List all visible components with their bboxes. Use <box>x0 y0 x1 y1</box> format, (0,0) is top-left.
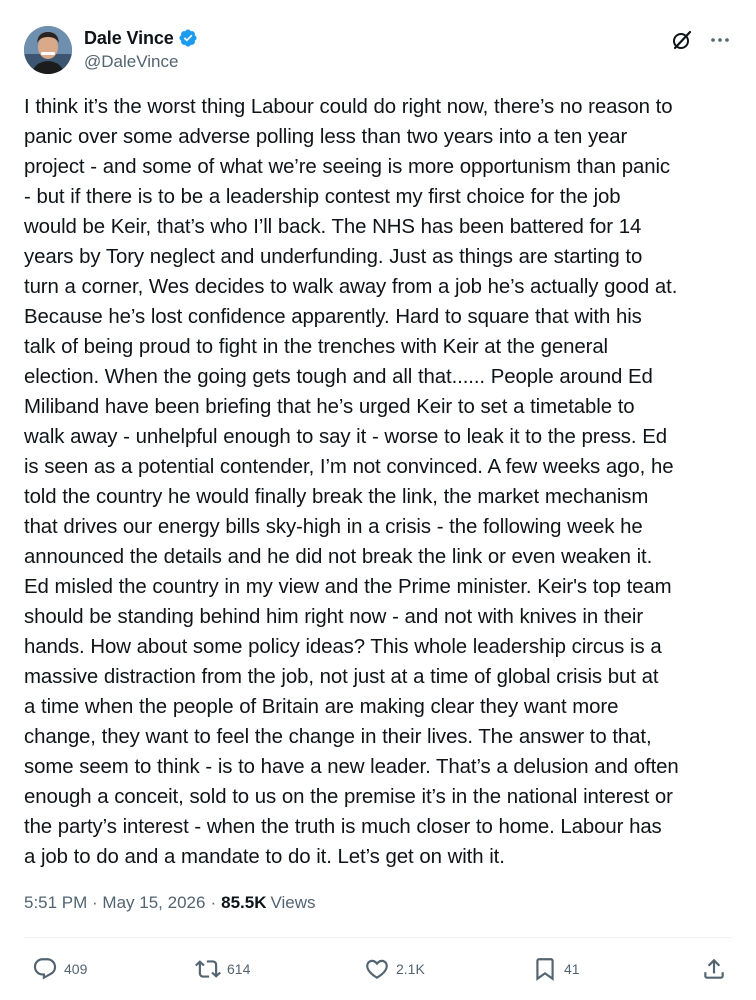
tweet-text-line: would be Keir, that’s who I’ll back. The NHS has been battered for 14 <box>24 216 642 238</box>
grok-icon[interactable] <box>670 28 694 52</box>
tweet-text-line: talk of being proud to fight in the trenches with Keir at the general <box>24 336 608 358</box>
reply-icon <box>32 956 58 982</box>
tweet-text-line: some seem to think - is to have a new leader. That’s a delusion and often <box>24 756 679 778</box>
retweet-button[interactable] <box>195 952 250 986</box>
handle[interactable]: @DaleVince <box>84 52 179 71</box>
bookmark-button[interactable] <box>532 952 580 986</box>
header-actions <box>670 28 732 52</box>
tweet-text-line: turn a corner, Wes decides to walk away from a job he’s actually good at. <box>24 276 678 298</box>
tweet-text-line: that drives our energy bills sky-high in a crisis - the following week he <box>24 516 643 538</box>
tweet-text-line: massive distraction from the job, not just at a time of global crisis but at <box>24 666 659 688</box>
tweet-text-line: the party’s interest - when the truth is much closer to home. Labour has <box>24 816 662 838</box>
tweet-text-line: change, they want to feel the change in their lives. The answer to that, <box>24 726 652 748</box>
bookmark-icon <box>532 956 558 982</box>
tweet-meta <box>24 893 316 913</box>
tweet-text-line: told the country he would finally break the link, the market mechanism <box>24 486 649 508</box>
retweet-icon <box>195 956 221 982</box>
tweet-text-line: I think it’s the worst thing Labour could do right now, there’s no reason to <box>24 96 673 118</box>
verified-badge-icon <box>178 28 198 48</box>
retweet-count: 614 <box>227 961 251 977</box>
share-button[interactable] <box>701 952 727 986</box>
views-label: Views <box>270 893 316 912</box>
tweet-text-line: announced the details and he did not break the link or even weaken it. <box>24 546 653 568</box>
like-count: 2.1K <box>396 961 425 977</box>
tweet-text-line: hands. How about some policy ideas? This whole leadership circus is a <box>24 636 662 658</box>
meta-separator: · <box>210 893 217 912</box>
avatar[interactable] <box>24 26 72 74</box>
views-count: 85.5K <box>221 893 267 912</box>
timestamp[interactable]: 5:51 PM · May 15, 2026 <box>24 893 206 912</box>
tweet-text-line: walk away - unhelpful enough to say it - worse to leak it to the press. Ed <box>24 426 667 448</box>
tweet-text-line: enough a conceit, sold to us on the premise it’s in the national interest or <box>24 786 673 808</box>
tweet-text-line: a time when the people of Britain are making clear they want more <box>24 696 619 718</box>
action-bar <box>24 952 732 986</box>
share-icon <box>701 956 727 982</box>
heart-icon <box>364 956 390 982</box>
tweet-text-line: panic over some adverse polling less than two years into a ten year <box>24 126 628 148</box>
tweet-text-line: should be standing behind him right now - and not with knives in their <box>24 606 644 628</box>
author-info <box>84 27 198 72</box>
tweet-text-line: Because he’s lost confidence apparently. Hard to square that with his <box>24 306 642 328</box>
divider <box>24 937 732 938</box>
reply-button[interactable] <box>32 952 87 986</box>
tweet-text-line: - but if there is to be a leadership contest my first choice for the job <box>24 186 621 208</box>
more-icon[interactable] <box>708 28 732 52</box>
like-button[interactable] <box>364 952 425 986</box>
tweet-text <box>24 92 736 872</box>
tweet-text-line: is seen as a potential contender, I’m not convinced. A few weeks ago, he <box>24 456 674 478</box>
tweet-text-line: Miliband have been briefing that he’s urged Keir to set a timetable to <box>24 396 635 418</box>
tweet-text-line: years by Tory neglect and underfunding. Just as things are starting to <box>24 246 643 268</box>
tweet-text-line: Ed misled the country in my view and the Prime minister. Keir's top team <box>24 576 672 598</box>
bookmark-count: 41 <box>564 961 580 977</box>
tweet-text-line: a job to do and a mandate to do it. Let’s get on with it. <box>24 846 505 868</box>
reply-count: 409 <box>64 961 88 977</box>
tweet-text-line: election. When the going gets tough and all that...... People around Ed <box>24 366 653 388</box>
display-name[interactable]: Dale Vince <box>84 27 174 48</box>
tweet-text-line: project - and some of what we’re seeing is more opportunism than panic <box>24 156 670 178</box>
